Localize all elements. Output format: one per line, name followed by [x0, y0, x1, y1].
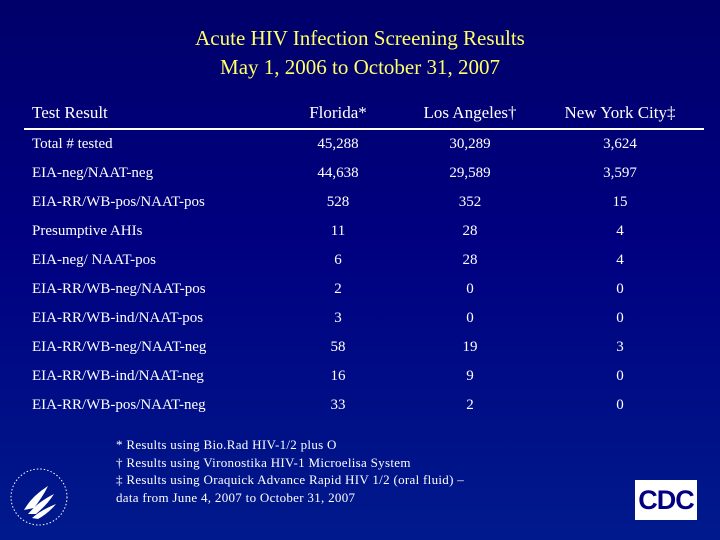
cell-new-york-city: 0	[616, 310, 624, 326]
cell-los-angeles: 19	[462, 339, 478, 355]
cell-new-york-city: 0	[616, 368, 624, 384]
row-label: EIA-neg/NAAT-neg	[32, 165, 154, 181]
row-label: EIA-RR/WB-pos/NAAT-pos	[32, 194, 205, 210]
cell-florida: 3	[334, 310, 342, 326]
row-label: EIA-neg/ NAAT-pos	[32, 252, 157, 268]
header-test-result: Test Result	[24, 98, 272, 129]
title-line-1: Acute HIV Infection Screening Results	[195, 26, 525, 50]
results-table	[24, 98, 704, 420]
footnote-los-angeles: † Results using Vironostika HIV-1 Microelisa System	[116, 454, 411, 470]
table-row	[24, 159, 704, 188]
cell-new-york-city: 15	[612, 194, 628, 210]
row-label: EIA-RR/WB-ind/NAAT-neg	[32, 368, 204, 384]
cell-florida: 2	[334, 281, 342, 297]
table-row	[24, 275, 704, 304]
row-label: Presumptive AHIs	[32, 223, 143, 239]
header-florida: Florida*	[272, 98, 404, 129]
cell-new-york-city: 0	[616, 397, 624, 413]
cell-new-york-city: 4	[616, 223, 624, 239]
slide-title	[0, 24, 720, 82]
title-line-2: May 1, 2006 to October 31, 2007	[220, 55, 500, 79]
header-new-york-city: New York City‡	[536, 98, 704, 129]
cell-los-angeles: 9	[466, 368, 474, 384]
cell-new-york-city: 3,624	[603, 136, 637, 152]
cell-florida: 45,288	[317, 136, 359, 152]
header-los-angeles: Los Angeles†	[404, 98, 536, 129]
table-row	[24, 391, 704, 420]
cell-florida: 6	[334, 252, 342, 268]
cell-florida: 11	[330, 223, 346, 239]
table-row	[24, 246, 704, 275]
row-label: EIA-RR/WB-pos/NAAT-neg	[32, 397, 206, 413]
row-label: Total # tested	[32, 136, 113, 152]
table-row	[24, 217, 704, 246]
cell-new-york-city: 0	[616, 281, 624, 297]
cell-florida: 58	[330, 339, 346, 355]
cell-los-angeles: 30,289	[449, 136, 491, 152]
table-row	[24, 304, 704, 333]
cell-new-york-city: 3	[616, 339, 624, 355]
cell-los-angeles: 352	[458, 194, 482, 210]
table-row	[24, 362, 704, 391]
footnote-new-york-city: ‡ Results using Oraquick Advance Rapid HIV 1/2 (oral fluid) –	[116, 472, 465, 487]
cell-los-angeles: 29,589	[449, 165, 491, 181]
cell-florida: 44,638	[317, 165, 359, 181]
table-row	[24, 188, 704, 217]
cell-florida: 16	[330, 368, 346, 384]
cdc-logo: CDC	[635, 480, 697, 520]
table-header-row	[24, 98, 704, 129]
cell-florida: 528	[326, 194, 350, 210]
cell-new-york-city: 4	[616, 252, 624, 268]
cell-los-angeles: 28	[462, 223, 478, 239]
row-label: EIA-RR/WB-neg/NAAT-neg	[32, 339, 207, 355]
hhs-eagle-icon	[8, 466, 70, 528]
cell-new-york-city: 3,597	[603, 165, 637, 181]
cell-los-angeles: 0	[466, 310, 474, 326]
cell-los-angeles: 2	[466, 397, 474, 413]
table-row	[24, 129, 704, 159]
footnote-florida: * Results using Bio.Rad HIV-1/2 plus O	[116, 437, 337, 452]
cell-florida: 33	[330, 397, 346, 413]
cell-los-angeles: 0	[466, 281, 474, 297]
table-row	[24, 333, 704, 362]
row-label: EIA-RR/WB-ind/NAAT-pos	[32, 310, 204, 326]
footnotes	[116, 436, 586, 506]
row-label: EIA-RR/WB-neg/NAAT-pos	[32, 281, 206, 297]
footnote-new-york-city-dates: data from June 4, 2007 to October 31, 2007	[116, 489, 356, 505]
cell-los-angeles: 28	[462, 252, 478, 268]
